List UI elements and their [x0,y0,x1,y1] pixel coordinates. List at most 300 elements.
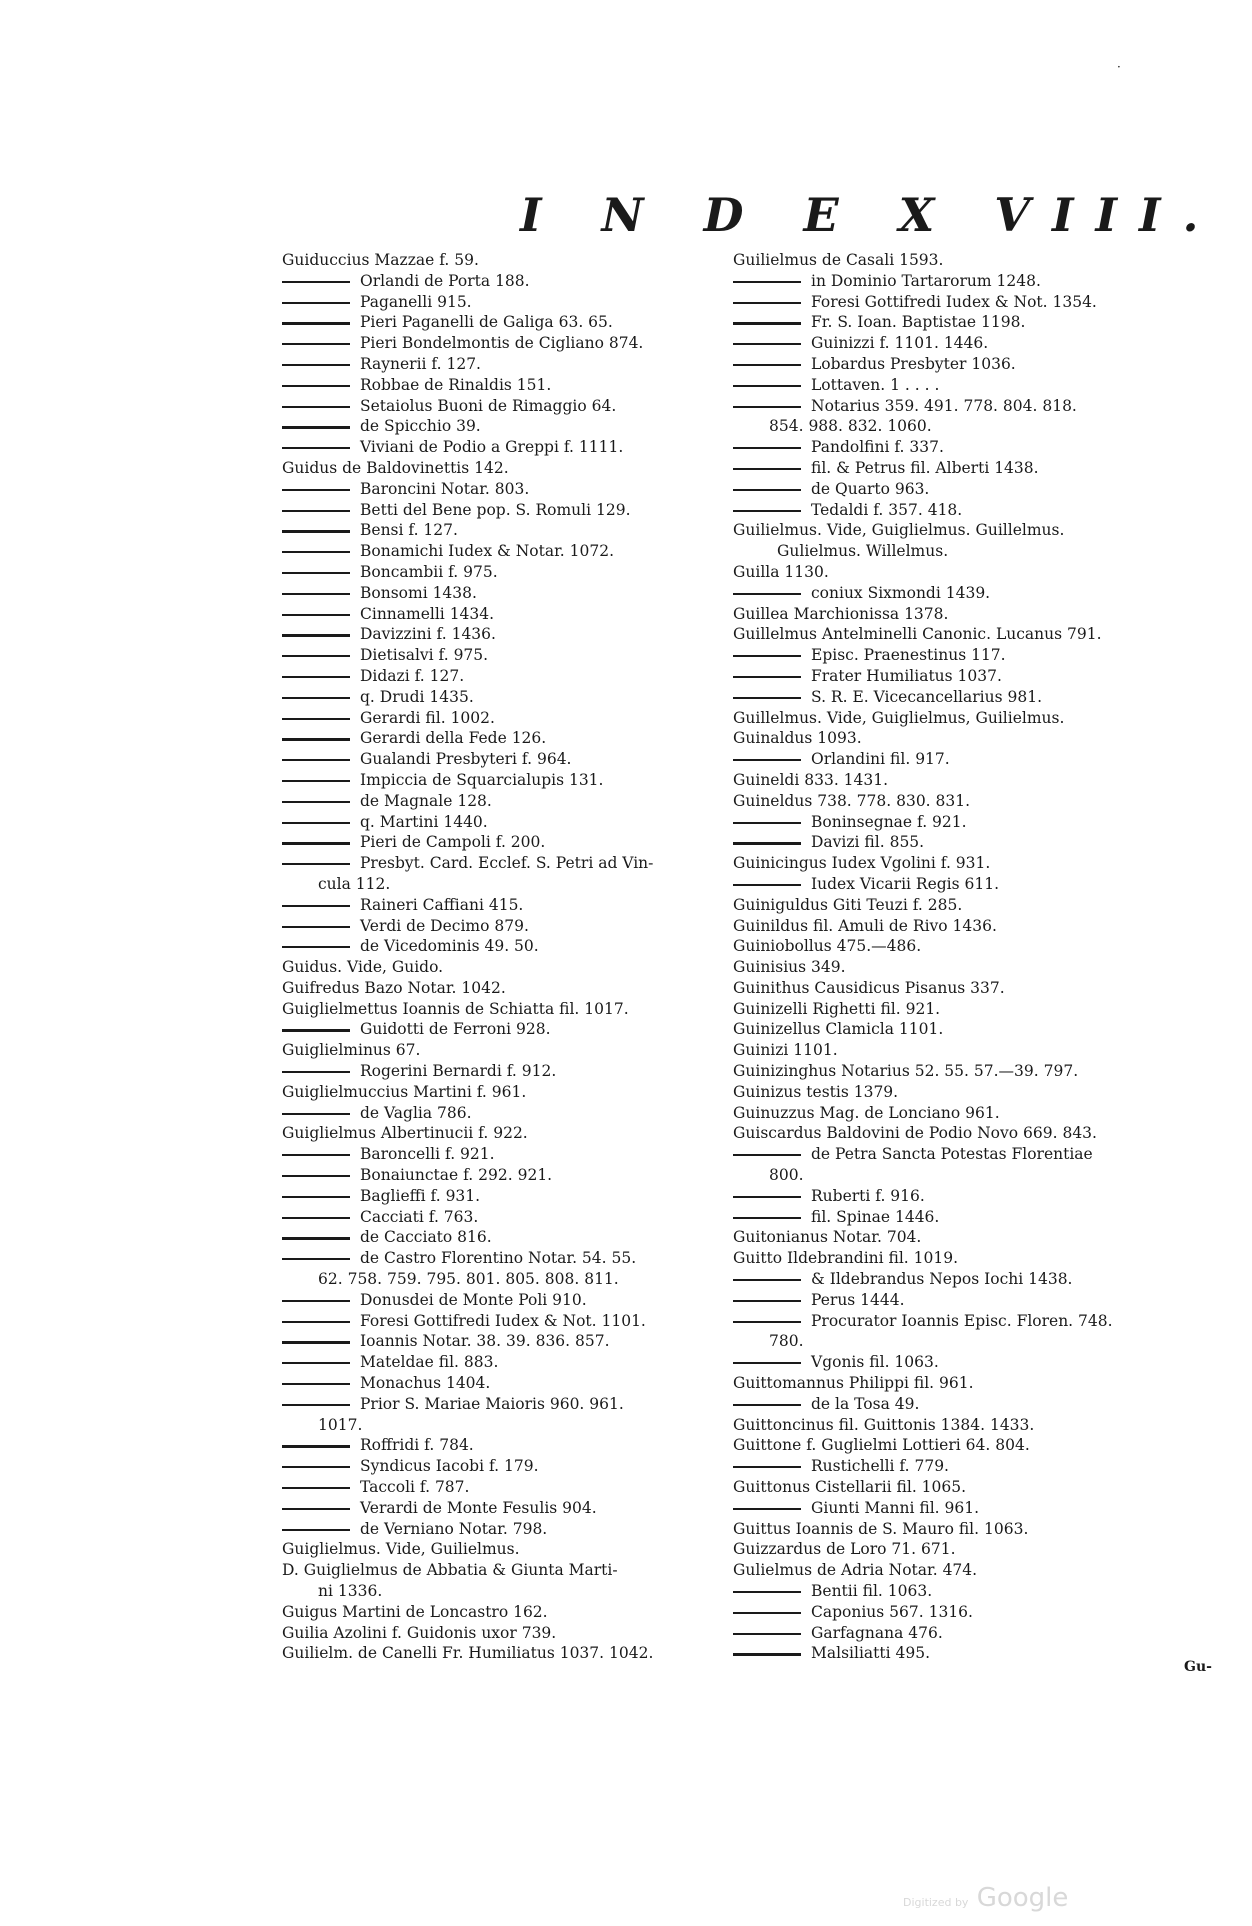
index-entry [733,853,1193,874]
index-entry [282,1061,727,1082]
index-entry-text: fil. Spinae 1446. [811,1207,940,1226]
index-entry-text: Guiscardus Baldovini de Podio Novo 669. 843. [733,1124,1097,1143]
index-entry [733,832,1193,853]
index-entry-text: Guizzardus de Loro 71. 671. [733,1540,956,1559]
index-entry [282,562,727,583]
index-entry [282,396,727,417]
ditto-dash [282,530,350,532]
index-entry-text: Pieri Paganelli de Galiga 63. 65. [360,313,613,332]
index-entry [733,1331,1193,1352]
index-entry-text: Cacciati f. 763. [360,1207,479,1226]
index-entry-text: Guinaldus 1093. [733,729,862,748]
ditto-dash [282,946,350,948]
index-entry [733,708,1193,729]
index-entry-text: de Vaglia 786. [360,1103,472,1122]
index-entry [282,812,727,833]
index-entry-text: Orlandi de Porta 188. [360,271,530,290]
ditto-dash [282,1404,350,1406]
index-entry-text: 1017. [318,1415,363,1434]
index-entry [282,250,727,271]
index-entry [282,500,727,521]
index-entry [282,666,727,687]
ditto-dash [282,614,350,616]
index-entry-text: Guitto Ildebrandini fil. 1019. [733,1249,959,1268]
index-entry [282,1019,727,1040]
index-entry [282,916,727,937]
index-entry [282,1415,727,1436]
index-entry [282,375,727,396]
index-entry [733,895,1193,916]
index-entry-text: Setaiolus Buoni de Rimaggio 64. [360,396,617,415]
index-entry [282,1560,727,1581]
index-entry-text: 800. [769,1166,804,1185]
index-entry-text: 854. 988. 832. 1060. [769,417,932,436]
ditto-dash [282,1154,350,1156]
index-entry-text: q. Martini 1440. [360,812,488,831]
index-entry-text: Guinuzzus Mag. de Lonciano 961. [733,1103,1000,1122]
index-entry [733,1082,1193,1103]
index-entry [282,1539,727,1560]
index-entry [282,520,727,541]
index-entry-text: S. R. E. Vicecancellarius 981. [811,687,1043,706]
index-entry-text: coniux Sixmondi 1439. [811,583,991,602]
index-entry [733,541,1193,562]
ditto-dash [282,1113,350,1115]
ditto-dash [282,801,350,803]
index-entry [733,437,1193,458]
index-entry-text: Perus 1444. [811,1290,905,1309]
index-entry [733,1207,1193,1228]
index-entry-text: Davizi fil. 855. [811,833,925,852]
index-entry [733,1040,1193,1061]
index-entry [733,874,1193,895]
index-entry-text: Guinizzi f. 1101. 1446. [811,334,989,353]
index-entry [282,1123,727,1144]
index-entry [282,1227,727,1248]
index-entry-text: & Ildebrandus Nepos Iochi 1438. [811,1270,1073,1289]
index-entry-text: Guineldus 738. 778. 830. 831. [733,791,971,810]
index-entry [733,604,1193,625]
index-entry [733,458,1193,479]
ditto-dash [282,281,350,283]
ditto-dash [282,1029,350,1031]
index-entry-text: Malsiliatti 495. [811,1644,930,1663]
ditto-dash [282,1383,350,1385]
index-entry [733,1456,1193,1477]
ditto-dash [282,1196,350,1198]
index-entry-text: de Petra Sancta Potestas Florentiae [811,1145,1093,1164]
index-entry [282,853,727,874]
index-entry [282,1103,727,1124]
ditto-dash [733,1321,801,1323]
ditto-dash [282,593,350,595]
index-entry-text: Bentii fil. 1063. [811,1582,933,1600]
index-entry-text: Bonsomi 1438. [360,583,477,602]
ditto-dash [282,1175,350,1177]
index-entry-text: Garfagnana 476. [811,1623,943,1642]
index-entry-text: Guillea Marchionissa 1378. [733,604,949,623]
index-entry [282,271,727,292]
index-entry [282,1643,727,1664]
index-entry-text: Guilielm. de Canelli Fr. Humiliatus 1037. 1042. [282,1644,654,1663]
ditto-dash [733,655,801,657]
ditto-dash [733,1300,801,1302]
index-entry [733,520,1193,541]
ditto-dash [282,426,350,428]
ditto-dash [282,759,350,761]
index-entry-text: Guittomannus Philippi fil. 961. [733,1374,974,1393]
index-entry [282,1165,727,1186]
index-entry-text: q. Drudi 1435. [360,687,474,706]
index-entry [282,1207,727,1228]
ditto-dash [282,1237,350,1239]
index-entry [733,957,1193,978]
ditto-dash [282,1321,350,1323]
ditto-dash [282,1466,350,1468]
index-entry-text: Tedaldi f. 357. 418. [811,500,963,519]
index-entry [282,624,727,645]
index-entry-text: Baroncini Notar. 803. [360,479,530,498]
index-entry-text: Guinizi 1101. [733,1041,838,1060]
index-entry-text: Donusdei de Monte Poli 910. [360,1290,587,1309]
index-entry-text: Baroncelli f. 921. [360,1145,495,1164]
index-entry [733,999,1193,1020]
index-entry-text: Guinisius 349. [733,958,846,977]
index-entry [282,645,727,666]
index-entry [733,562,1193,583]
ditto-dash [282,738,350,740]
ditto-dash [733,1508,801,1510]
index-entry [733,354,1193,375]
ditto-dash [733,1217,801,1219]
index-entry [733,1435,1193,1456]
index-entry [282,437,727,458]
index-entry-text: Guinizellus Clamicla 1101. [733,1020,944,1039]
ditto-dash [282,634,350,636]
index-entry-text: Impiccia de Squarcialupis 131. [360,770,604,789]
ditto-dash [733,447,801,449]
index-entry-text: Presbyt. Card. Ecclef. S. Petri ad Vin- [360,854,654,873]
ditto-dash [282,385,350,387]
index-entry [282,978,727,999]
index-entry [733,500,1193,521]
index-entry [282,957,727,978]
index-entry-text: Foresi Gottifredi Iudex & Not. 1101. [360,1311,646,1330]
index-entry-text: Guinildus fil. Amuli de Rivo 1436. [733,916,997,935]
index-entry [733,645,1193,666]
index-entry-text: de Verniano Notar. 798. [360,1519,548,1538]
ditto-dash [733,1404,801,1406]
index-entry-text: Viviani de Podio a Greppi f. 1111. [360,438,624,457]
ditto-dash [733,302,801,304]
index-entry [733,333,1193,354]
index-entry-text: de Magnale 128. [360,791,492,810]
index-entry-text: Boninsegnae f. 921. [811,812,967,831]
index-entry-text: Boncambii f. 975. [360,562,498,581]
ditto-dash [282,863,350,865]
index-entry-text: Monachus 1404. [360,1374,491,1393]
index-entry [282,728,727,749]
index-entry-text: Lobardus Presbyter 1036. [811,354,1016,373]
ditto-dash [733,281,801,283]
index-entry [733,1643,1193,1664]
index-entry [733,1186,1193,1207]
index-entry-text: de la Tosa 49. [811,1394,920,1413]
index-entry-text: Guiglielmettus Ioannis de Schiatta fil. 1017. [282,999,629,1018]
ditto-dash [733,385,801,387]
index-entry [733,1352,1193,1373]
ditto-dash [282,322,350,324]
index-entry-text: Guifredus Bazo Notar. 1042. [282,978,506,997]
index-entry-text: 62. 758. 759. 795. 801. 805. 808. 811. [318,1270,619,1289]
index-entry-text: Guittonus Cistellarii fil. 1065. [733,1478,967,1497]
ditto-dash [733,322,801,324]
watermark-small-text: Digitized by [903,1896,969,1909]
index-entry [282,583,727,604]
index-entry [733,936,1193,957]
index-entry [282,292,727,313]
index-entry [282,1602,727,1623]
index-entry-text: de Quarto 963. [811,479,930,498]
index-entry-text: Guidus. Vide, Guido. [282,958,444,977]
index-entry-text: Guiglielminus 67. [282,1041,421,1060]
index-entry [282,1581,727,1602]
index-entry-text: Guinicingus Iudex Vgolini f. 931. [733,854,991,873]
index-entry-text: Paganelli 915. [360,292,472,311]
index-entry [282,1623,727,1644]
index-entry [733,916,1193,937]
index-entry-text: Frater Humiliatus 1037. [811,666,1002,685]
index-entry-text: Gerardi fil. 1002. [360,708,495,727]
ditto-dash [282,489,350,491]
ditto-dash [733,489,801,491]
ditto-dash [733,364,801,366]
ditto-dash [282,302,350,304]
ditto-dash [282,510,350,512]
ditto-dash [282,406,350,408]
index-entry-text: Gualandi Presbyteri f. 964. [360,750,572,769]
index-entry-text: Raineri Caffiani 415. [360,895,524,914]
ditto-dash [282,1445,350,1447]
ditto-dash [282,842,350,844]
index-entry [733,812,1193,833]
index-entry [282,1311,727,1332]
index-entry-text: Pandolfini f. 337. [811,438,944,457]
index-entry [282,1519,727,1540]
ditto-dash [282,1529,350,1531]
index-entry [282,312,727,333]
index-entry-text: Guiglielmuccius Martini f. 961. [282,1082,527,1101]
ditto-dash [733,1196,801,1198]
index-entry-text: Verdi de Decimo 879. [360,916,529,935]
index-entry [282,1435,727,1456]
index-entry-text: Foresi Gottifredi Iudex & Not. 1354. [811,292,1097,311]
index-entry [733,1165,1193,1186]
ditto-dash [733,1591,801,1593]
index-entry [282,1352,727,1373]
index-entry [282,1186,727,1207]
index-entry [282,1394,727,1415]
ditto-dash [282,447,350,449]
ditto-dash [733,406,801,408]
ditto-dash [282,364,350,366]
index-entry-text: in Dominio Tartarorum 1248. [811,271,1041,290]
index-entry [733,1269,1193,1290]
index-entry [282,1144,727,1165]
index-entry-text: Roffridi f. 784. [360,1436,474,1455]
page-title: I N D E X VIII. [520,188,1221,242]
catchword: Gu- [1184,1659,1212,1675]
index-entry-text: ni 1336. [318,1582,383,1600]
index-entry [733,1311,1193,1332]
index-entry [282,791,727,812]
index-entry-text: Bonamichi Iudex & Notar. 1072. [360,542,615,561]
index-entry [282,1456,727,1477]
index-entry-text: Taccoli f. 787. [360,1478,470,1497]
index-entry [282,541,727,562]
ditto-dash [733,1653,801,1655]
index-entry-text: Pieri Bondelmontis de Cigliano 874. [360,334,644,353]
index-entry [733,624,1193,645]
ditto-dash [733,1362,801,1364]
index-entry-text: Guigus Martini de Loncastro 162. [282,1602,548,1621]
index-entry [733,1123,1193,1144]
index-entry-text: Guilia Azolini f. Guidonis uxor 739. [282,1623,557,1642]
index-entry-text: Notarius 359. 491. 778. 804. 818. [811,396,1077,415]
index-entry-text: Guiglielmus. Vide, Guilielmus. [282,1540,520,1559]
ditto-dash [282,1487,350,1489]
watermark-brand-text: Google [976,1883,1069,1913]
index-entry [733,1061,1193,1082]
index-entry [282,354,727,375]
index-entry [733,1477,1193,1498]
index-entry-text: Guittoncinus fil. Guittonis 1384. 1433. [733,1415,1035,1434]
ditto-dash [733,343,801,345]
index-entry [282,832,727,853]
index-entry-text: 780. [769,1332,804,1351]
index-entry [282,1040,727,1061]
ditto-dash [282,343,350,345]
index-entry-text: Orlandini fil. 917. [811,750,950,769]
index-entry [733,687,1193,708]
index-entry-text: fil. & Petrus fil. Alberti 1438. [811,458,1039,477]
index-entry [733,1415,1193,1436]
ditto-dash [733,697,801,699]
index-entry-text: Baglieffi f. 931. [360,1186,481,1205]
index-entry-text: Gulielmus de Adria Notar. 474. [733,1561,978,1580]
ditto-dash [733,822,801,824]
index-entry [282,770,727,791]
index-entry-text: Vgonis fil. 1063. [811,1353,939,1372]
index-entry-text: Ioannis Notar. 38. 39. 836. 857. [360,1332,610,1351]
ditto-dash [733,468,801,470]
index-entry [733,583,1193,604]
digitized-watermark [903,1883,1068,1913]
index-entry [733,250,1193,271]
index-entry [733,770,1193,791]
right-column [733,250,1193,1664]
index-entry [733,1581,1193,1602]
index-entry [282,708,727,729]
index-entry-text: Bensi f. 127. [360,521,458,540]
index-entry-text: Fr. S. Ioan. Baptistae 1198. [811,313,1026,332]
index-entry [282,333,727,354]
index-entry [733,1602,1193,1623]
index-entry [733,1103,1193,1124]
index-entry-text: Guiduccius Mazzae f. 59. [282,251,479,269]
index-entry-text: Gulielmus. Willelmus. [777,542,949,561]
index-entry-text: Caponius 567. 1316. [811,1602,973,1621]
index-entry-text: Guitonianus Notar. 704. [733,1228,922,1247]
ditto-dash [733,1633,801,1635]
ditto-dash [282,1362,350,1364]
index-entry [282,458,727,479]
index-entry [282,1373,727,1394]
index-entry-text: Episc. Praenestinus 117. [811,646,1006,665]
ditto-dash [282,1300,350,1302]
index-entry [733,1019,1193,1040]
index-entry-text: Iudex Vicarii Regis 611. [811,874,1000,893]
ditto-dash [282,822,350,824]
ditto-dash [282,1258,350,1260]
index-entry-text: Guilla 1130. [733,562,829,581]
index-entry-text: Gerardi della Fede 126. [360,729,547,748]
index-entry [733,666,1193,687]
ditto-dash [282,780,350,782]
ditto-dash [733,1279,801,1281]
index-entry [282,687,727,708]
index-entry [733,1519,1193,1540]
index-entry-text: Betti del Bene pop. S. Romuli 129. [360,500,631,519]
ditto-dash [282,718,350,720]
index-entry-text: Guineldi 833. 1431. [733,770,889,789]
ditto-dash [282,572,350,574]
index-entry [733,292,1193,313]
index-entry [282,604,727,625]
ditto-dash [733,842,801,844]
ditto-dash [282,1217,350,1219]
index-entry-text: Guilielmus de Casali 1593. [733,251,944,269]
ditto-dash [282,905,350,907]
index-entry-text: Guinithus Causidicus Pisanus 337. [733,978,1005,997]
index-entry-text: Cinnamelli 1434. [360,604,495,623]
index-entry-text: Robbae de Rinaldis 151. [360,375,552,394]
index-entry-text: Guiniobollus 475.—486. [733,937,922,956]
index-entry [733,416,1193,437]
index-entry-text: de Castro Florentino Notar. 54. 55. [360,1249,637,1268]
ditto-dash [282,655,350,657]
index-entry [282,416,727,437]
index-entry [733,1290,1193,1311]
index-entry-text: Rogerini Bernardi f. 912. [360,1062,557,1081]
index-entry [282,895,727,916]
index-entry [733,1394,1193,1415]
index-entry [733,749,1193,770]
ditto-dash [282,551,350,553]
ditto-dash [282,1341,350,1343]
index-entry [733,1498,1193,1519]
left-column [282,250,727,1664]
index-entry-text: cula 112. [318,874,391,893]
index-entry [282,1331,727,1352]
ditto-dash [733,884,801,886]
index-entry-text: Raynerii f. 127. [360,354,481,373]
index-entry [733,978,1193,999]
index-entry [733,312,1193,333]
index-entry [733,728,1193,749]
index-entry-text: Mateldae fil. 883. [360,1353,499,1372]
index-entry [282,1248,727,1269]
